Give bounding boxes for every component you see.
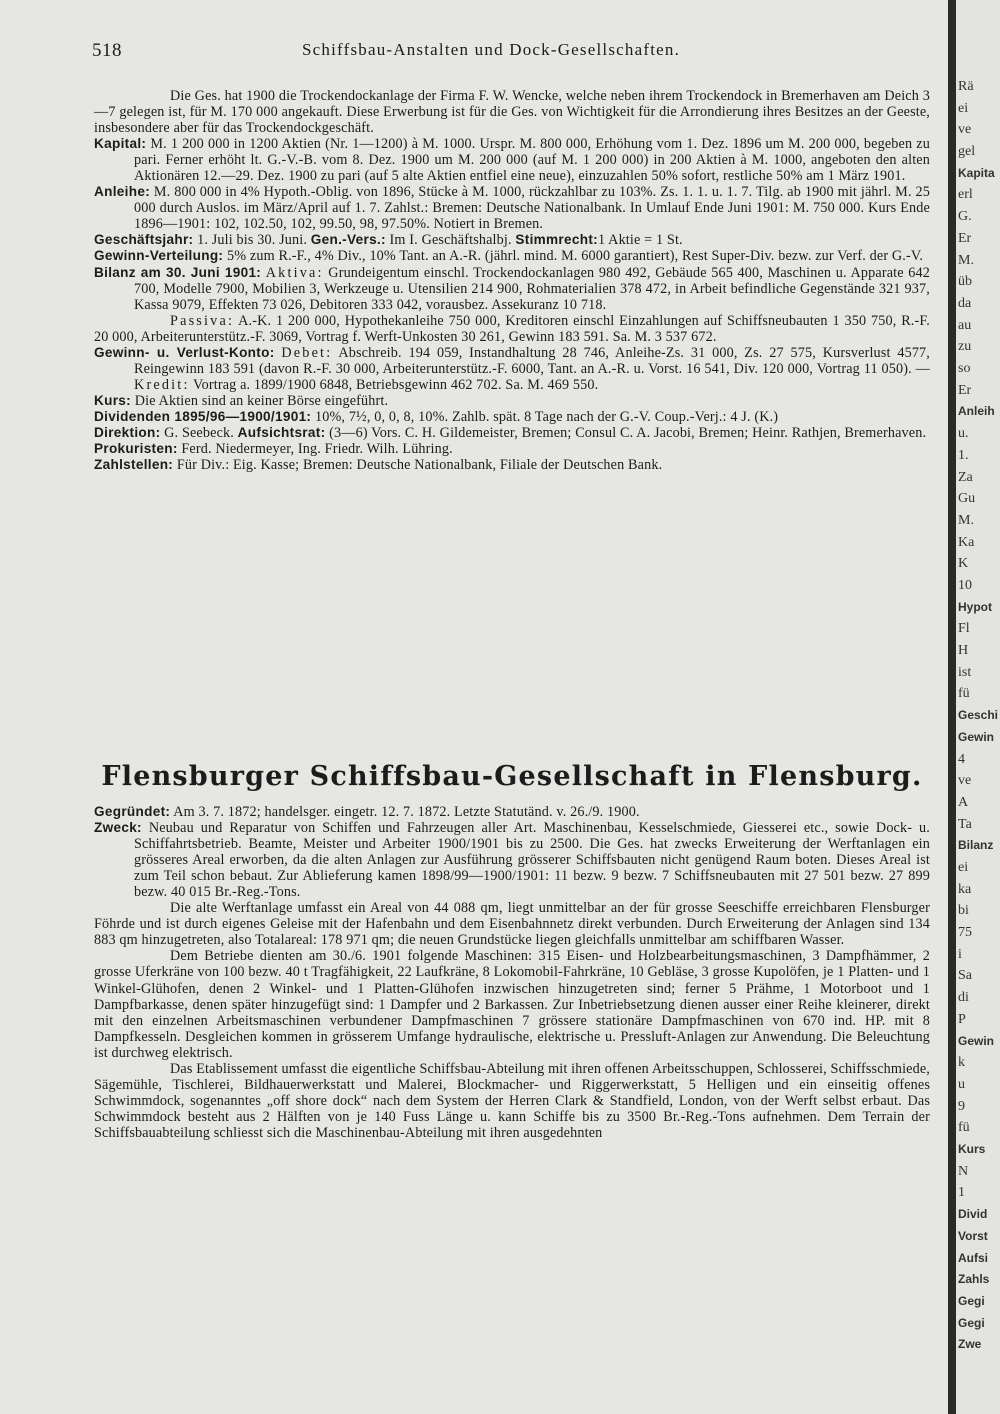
- adjacent-page-edge: [956, 0, 1000, 1414]
- adjacent-line-fragment: Anleih: [958, 404, 995, 419]
- adjacent-line-fragment: M.: [958, 252, 974, 268]
- adjacent-line-fragment: Ka: [958, 534, 975, 550]
- adjacent-line-fragment: 1.: [958, 447, 969, 463]
- intro-paragraph: Die Ges. hat 1900 die Trockendockanlage der Firma F. W. Wencke, welche neben ihrem Trockendock in Bremerhaven am Deich 3—7 gelegen ist, für M. 170 000 angekauft. Diese Erwerbung ist für die Ges. von Wichtigkeit für die Arrondierung ihres Besitzes an der Geeste, insbesondere aber für das Trockendockgeschäft.: [94, 88, 930, 137]
- adjacent-line-fragment: Gewin: [958, 729, 995, 744]
- adjacent-line-fragment: fü: [958, 686, 970, 702]
- adjacent-line-fragment: Fl: [958, 621, 970, 637]
- adjacent-line-fragment: Ta: [958, 816, 972, 832]
- book-gutter: [948, 0, 956, 1414]
- adjacent-line-fragment: i: [958, 946, 962, 962]
- page-number: 518: [92, 40, 122, 61]
- adjacent-line-fragment: K: [958, 556, 969, 572]
- adjacent-line-fragment: erl: [958, 187, 973, 203]
- passiva-entry: Passiva: A.-K. 1 200 000, Hypothekanleihe 750 000, Kreditoren einschl Einzahlungen auf Schiffsneubauten 1 350 750, R.-F. 20 000, Arbeiterunterstütz.-F. 3069, Vortrag f. Werft-Unkosten 30 261, Gewinn 183 591. Sa. M. 3 537 672.: [94, 312, 930, 345]
- adjacent-line-fragment: au: [958, 317, 972, 333]
- adjacent-line-fragment: Divid: [958, 1207, 988, 1222]
- anleihe-entry: Anleihe: M. 800 000 in 4% Hypoth.-Oblig. von 1896, Stücke à M. 1000, rückzahlbar zu 103%. Zs. 1. 1. u. 1. 7. Tilg. ab 1900 mit jährl. M. 25 000 durch Auslos. im März/April auf 1. 7. Zahlst.: Bremen: Deutsche Nationalbank. In Umlauf Ende Juni 1901: M. 750 000. Kurs Ende 1896—1901: 102, 102.50, 102, 99.50, 98, 97.50%. Notiert in Bremen.: [94, 184, 930, 233]
- adjacent-line-fragment: di: [958, 990, 969, 1006]
- gegruendet-entry: Gegründet: Am 3. 7. 1872; handelsger. eingetr. 12. 7. 1872. Letzte Statutänd. v. 26./9. 1900.: [94, 804, 640, 820]
- prokuristen-entry: Prokuristen: Ferd. Niedermeyer, Ing. Friedr. Wilh. Lühring.: [94, 441, 453, 458]
- dividenden-entry: Dividenden 1895/96—1900/1901: 10%, 7½, 0, 0, 8, 10%. Zahlb. spät. 8 Tage nach der G.-V. Coup.-Verj.: 4 J. (K.): [94, 408, 779, 425]
- adjacent-line-fragment: Kapita: [958, 165, 995, 180]
- adjacent-line-fragment: Zahls: [958, 1272, 990, 1287]
- adjacent-line-fragment: Bilanz: [958, 838, 994, 853]
- maschinen-paragraph: Dem Betriebe dienten am 30./6. 1901 folgende Maschinen: 315 Eisen- und Holzbearbeitungsmaschinen, 3 Dampfhämmer, 2 grosse Uferkräne von 100 bezw. 40 t Tragfähigkeit, 22 Laufkräne, 8 Lokomobil-Fahrkräne, 10 Gebläse, 3 grosse Kupolöfen, je 1 Platten- und 1 Winkel-Glühofen, denen 2 Winkel- und 1 Platten-Glühofen inzwischen hinzugetreten sind; ferner 5 Prähme, 1 Motorboot und 1 Dampfbarkasse, denen später hinzugefügt sind: 1 Dampfer und 2 Barkassen. Zur Inbetriebsetzung dienen ausser einer Reihe kleinerer, direkt mit den einzelnen Arbeitsmaschinen verbundener Dampfmaschinen 7 grössere stationäre Dampfmaschinen von 670 ind. HP. mit 8 Dampfkesseln. Desgleichen kommen in grösserem Umfange hydraulische, elektrische u. Pressluft-Anlagen zur Anwendung. Die Beleuchtung ist durchweg elektrisch.: [94, 948, 930, 1061]
- adjacent-line-fragment: Kurs: [958, 1142, 986, 1157]
- adjacent-line-fragment: ist: [958, 664, 972, 680]
- adjacent-line-fragment: Rä: [958, 79, 974, 94]
- guv-entry: Gewinn- u. Verlust-Konto: Debet: Abschreib. 194 059, Instandhaltung 28 746, Anleihe-Zs. 31 000, Zs. 27 575, Kursverlust 4577, Reingewinn 183 591 (davon R.-F. 30 000, Arbeiterunterstütz.-F. 6000, Tant. an A.-R. u. Vorst. 16 541, Div. 120 000, Vortrag 11 050). — Kredit: Vortrag a. 1899/1900 6848, Betriebsgewinn 462 702. Sa. M. 469 550.: [94, 344, 930, 393]
- bilanz-entry: Bilanz am 30. Juni 1901: Aktiva: Grundeigentum einschl. Trockendockanlagen 980 492, Gebäude 565 400, Maschinen u. Apparate 642 700, Modelle 7900, Mobilien 3, Werkzeuge u. Utensilien 214 900, Rohmaterialien 378 472, in Arbeit befindliche Gegenstände 321 937, Kassa 9079, Effekten 73 026, Debitoren 333 042, vorausbez. Assekuranz 10 718.: [94, 264, 930, 313]
- adjacent-line-fragment: gel: [958, 144, 976, 160]
- adjacent-line-fragment: bi: [958, 903, 969, 919]
- kurs-entry: Kurs: Die Aktien sind an keiner Börse eingeführt.: [94, 392, 389, 409]
- etablissement-paragraph: Das Etablissement umfasst die eigentliche Schiffsbau-Abteilung mit ihren offenen Arbeitsschuppen, Schlosserei, Schiffsschmiede, Sägemühle, Tischlerei, Bildhauerwerkstatt und Malerei, Blockmacher- und Riggerwerkstatt, 5 Helligen und ein einseitig offenes Schwimmdock, sogenanntes „off shore dock“ nach dem System der Herren Clark & Standfield, London, von der Werft selbst erbaut. Das Schwimmdock besteht aus 2 Hälften von je 140 Fuss Länge u. kann Schiffe bis zu 3500 Br.-Reg.-Tons aufnehmen. Dem Terrain der Schiffsbauabteilung schliesst sich die Maschinenbau-Abteilung mit ihren ausgedehnten: [94, 1060, 930, 1141]
- adjacent-line-fragment: 10: [958, 577, 972, 593]
- adjacent-line-fragment: H: [958, 643, 969, 659]
- adjacent-line-fragment: zu: [958, 339, 972, 355]
- adjacent-line-fragment: Gegi: [958, 1315, 985, 1330]
- adjacent-line-fragment: Geschi: [958, 708, 999, 723]
- running-title: Schiffsbau-Anstalten und Dock-Gesellschaften.: [302, 40, 681, 59]
- adjacent-line-fragment: da: [958, 295, 972, 311]
- kapital-label: Kapital:: [94, 136, 147, 152]
- adjacent-line-fragment: ve: [958, 122, 972, 138]
- adjacent-line-fragment: Za: [958, 469, 973, 485]
- adjacent-line-fragment: Er: [958, 382, 972, 398]
- adjacent-line-fragment: G.: [958, 209, 972, 225]
- werftanlage-paragraph: Die alte Werftanlage umfasst ein Areal von 44 088 qm, liegt unmittelbar an der für grosse Seeschiffe erreichbaren Flensburger Föhrde und ist durch eigenes Geleise mit der Hafenbahn und dem Eisenbahnnetz direkt verbunden. Durch Erweiterung der Anlagen sind 134 883 qm hinzugetreten, also Totalareal: 178 971 qm; die neuen Grundstücke liegen gleichfalls unmittelbar am schiffbaren Wasser.: [94, 900, 930, 949]
- adjacent-line-fragment: Vorst: [958, 1228, 988, 1243]
- adjacent-line-fragment: Hypot: [958, 599, 992, 614]
- geschaeftsjahr-entry: Geschäftsjahr: 1. Juli bis 30. Juni. Gen.-Vers.: Im I. Geschäftshalbj. Stimmrecht:1 Aktie = 1 St.: [94, 232, 683, 249]
- adjacent-line-fragment: Gu: [958, 491, 976, 507]
- adjacent-line-fragment: M.: [958, 512, 974, 528]
- adjacent-line-fragment: k: [958, 1055, 965, 1071]
- anleihe-label: Anleihe:: [94, 184, 151, 200]
- adjacent-line-fragment: ka: [958, 881, 972, 897]
- adjacent-line-fragment: fü: [958, 1120, 970, 1136]
- adjacent-line-fragment: Gegi: [958, 1293, 985, 1308]
- adjacent-line-fragment: N: [958, 1163, 969, 1179]
- direktion-entry: Direktion: G. Seebeck. Aufsichtsrat: (3—6) Vors. C. H. Gildemeister, Bremen; Consul C. A. Jacobi, Bremen; Heinr. Rathjen, Bremerhaven.: [94, 424, 927, 441]
- gewinn-verteilung-entry: Gewinn-Verteilung: 5% zum R.-F., 4% Div., 10% Tant. an A.-R. (jährl. mind. M. 6000 garantiert), Rest Super-Div. bezw. zur Verf. der G.-V.: [94, 248, 924, 265]
- adjacent-line-fragment: Er: [958, 230, 972, 246]
- adjacent-line-fragment: üb: [958, 274, 972, 290]
- zweck-entry: Zweck: Neubau und Reparatur von Schiffen und Fahrzeugen aller Art. Maschinenbau, Kesselschmiede, Giesserei etc., sowie Dock- u. Schiffahrtsbetrieb. Beamte, Meister und Arbeiter 1900/1901 bis zu 2500. Die Ges. hat zwecks Erweiterung der Werftanlagen ein grösseres Areal erworben, da die alten Anlagen zur Ausführung grösserer Schiffsbauten nicht genügend Raum boten. Dieses Areal ist zum Teil schon bebaut. Zur Ablieferung kamen 1898/99—1900/1901: 11 bezw. 9 bezw. 7 Schiffsneubauten mit 27 501 bezw. 27 899 bezw. 40 015 Br.-Reg.-Tons.: [94, 820, 930, 901]
- zahlstellen-entry: Zahlstellen: Für Div.: Eig. Kasse; Bremen: Deutsche Nationalbank, Filiale der Deutschen Bank.: [94, 457, 663, 474]
- company-title: Flensburger Schiffsbau-Gesellschaft in Flensburg.: [101, 761, 923, 792]
- adjacent-line-fragment: ei: [958, 100, 969, 116]
- adjacent-line-fragment: Sa: [958, 968, 972, 984]
- adjacent-line-fragment: u: [958, 1076, 965, 1092]
- adjacent-line-fragment: A: [958, 794, 969, 810]
- adjacent-line-fragment: 1: [958, 1185, 965, 1201]
- adjacent-line-fragment: Gewin: [958, 1033, 995, 1048]
- company-entry-flensburg: [94, 760, 930, 1141]
- adjacent-line-fragment: Zwe: [958, 1337, 982, 1352]
- adjacent-line-fragment: ei: [958, 860, 969, 876]
- adjacent-line-fragment: 75: [958, 925, 972, 941]
- running-header: [92, 40, 932, 62]
- adjacent-line-fragment: so: [958, 361, 971, 377]
- adjacent-line-fragment: u.: [958, 426, 969, 442]
- kapital-entry: Kapital: M. 1 200 000 in 1200 Aktien (Nr. 1—1200) à M. 1000. Urspr. M. 800 000, Erhöhung vom 1. Dez. 1896 um M. 200 000, begeben zu pari. Ferner erhöht lt. G.-V.-B. vom 8. Dez. 1900 um M. 200 000 (auf M. 1 200 000) in 200 Aktien à M. 1000, angeboten den alten Aktionären 12.—29. Dez. 1900 zu pari (auf 5 alte Aktien entfiel eine neue), einzuzahlen 50% sofort, restliche 50% am 1 März 1901.: [94, 136, 930, 185]
- adjacent-line-fragment: 9: [958, 1098, 965, 1114]
- adjacent-line-fragment: ve: [958, 773, 972, 789]
- company-entry-continued: [94, 88, 930, 473]
- adjacent-line-fragment: Aufsi: [958, 1250, 988, 1265]
- adjacent-line-fragment: 4: [958, 751, 965, 767]
- adjacent-line-fragment: P: [958, 1011, 966, 1027]
